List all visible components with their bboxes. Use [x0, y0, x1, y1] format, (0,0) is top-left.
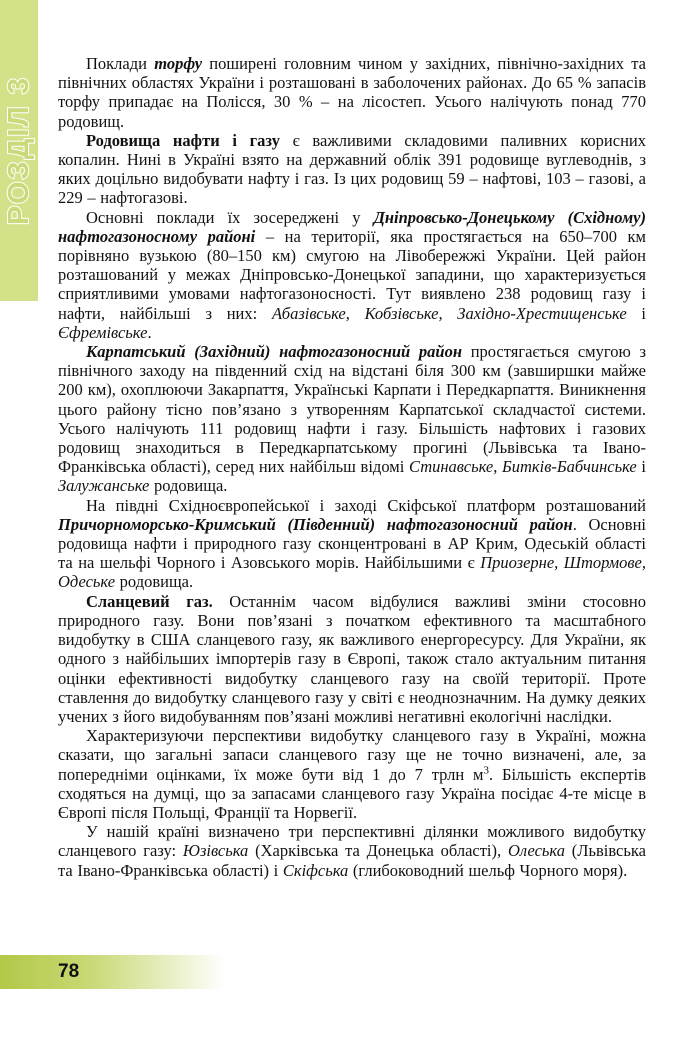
- paragraph-shale-gas-areas: У нашій країні визначено три перспективні ділянки можливого видобутку сланцевого газу: Юзівська (Харківська та Донецька області), Олеська (Львівська та Івано-Франківська області) і Скіфська (глибоководний шельф Чорного моря).: [58, 822, 646, 880]
- paragraph-shale-gas-reserves: Характеризуючи перспективи видобутку сланцевого газу в Україні, можна сказати, що загальні запаси сланцевого газу ще не точно визначені, але, за попередніми оцінками, їх може бути від 1 до 7 трлн $м^3$. Більшість експертів сходяться на думці, що за запасами сланцевого газу Україна посідає 4-те місце в Європі після Польщі, Франції та Норвегії.: [58, 726, 646, 822]
- paragraph-dnieper-donetsk-region: Основні поклади їх зосереджені у Дніпровсько-Донецькому (Східному) нафтогазоносному районі – на території, яка простягається на 650–700 км порівняно вузькою (80–150 км) смугою на Лівобережжі України. Цей район розташований у межах Дніпровсько-Донецької западини, що характеризується сприятливими умовами нафтогазоносності. Тут виявлено 238 родовищ газу і нафти, найбільші з них: Абазівське, Кобзівське, Західно-Хрестищенське і Єфремівське.: [58, 207, 646, 342]
- chapter-label: РОЗДІЛ 3: [2, 76, 35, 225]
- paragraph-shale-gas: Сланцевий газ. Останнім часом відбулися важливі зміни стосовно природного газу. Вони пов’язані з початком ефективного та масштабного видобутку в США сланцевого газу, як важливого енергоресурсу. Для України, як одного з найбільших імпортерів газу в Європі, також стало актуальним питання оцінки ефективності видобутку сланцевого газу на своїй території. Проте ставлення до видобутку сланцевого газу у світі є неоднозначним. На думку деяких учених з його видобуванням пов’язані можливі негативні екологічні наслідки.: [58, 591, 647, 726]
- page-number: 78: [58, 961, 80, 982]
- paragraph-oil-gas-fields: Родовища нафти і газу є важливими складовими паливних корисних копалин. Нині в Україні взято на державний облік 391 родовище вуглеводнів, з яких доцільно видобувати нафту і газ. Із цих родовищ 59 – нафтові, 103 – газові, а 229 – нафтогазові.: [58, 130, 646, 208]
- chapter-sidebar-band: [0, 0, 38, 301]
- page-number-bar: [0, 955, 250, 989]
- body-text: [58, 54, 646, 880]
- paragraph-carpathian-region: Карпатський (Західний) нафтогазоносний район простягається смугою з північного заходу на південний схід на відстані біля 300 км (завширшки майже 200 км), охоплюючи Закарпаття, Українські Карпати і Передкарпаття. Виникнення цього району тісно пов’язано з утворенням Карпатської складчастої системи. Усього налічують 111 родовищ нафти і газу. Більшість нафтових і газових родовищ знаходиться в Передкарпатському прогині (Львівська та Івано-Франківська області), серед них найбільш відомі Стинавське, Битків-Бабчинське і Залужанське родовища.: [58, 342, 647, 496]
- paragraph-peat-deposits: Поклади торфу поширені головним чином у західних, північно-західних та північних областях України і розташовані в заболочених районах. До 65 % запасів торфу припадає на Полісся, 30 % – на лісостеп. Усього налічують понад 770 родовищ.: [58, 54, 646, 131]
- paragraph-black-sea-crimea-region: На півдні Східноєвропейської і заході Скіфської платформ розташований Причорноморсько-Кримський (Південний) нафтогазоносний район. Основні родовища нафти і природного газу сконцентровані в АР Крим, Одеській області та на шельфі Чорного і Азовського морів. Найбільшими є Приозерне, Штормове, Одеське родовища.: [58, 495, 647, 592]
